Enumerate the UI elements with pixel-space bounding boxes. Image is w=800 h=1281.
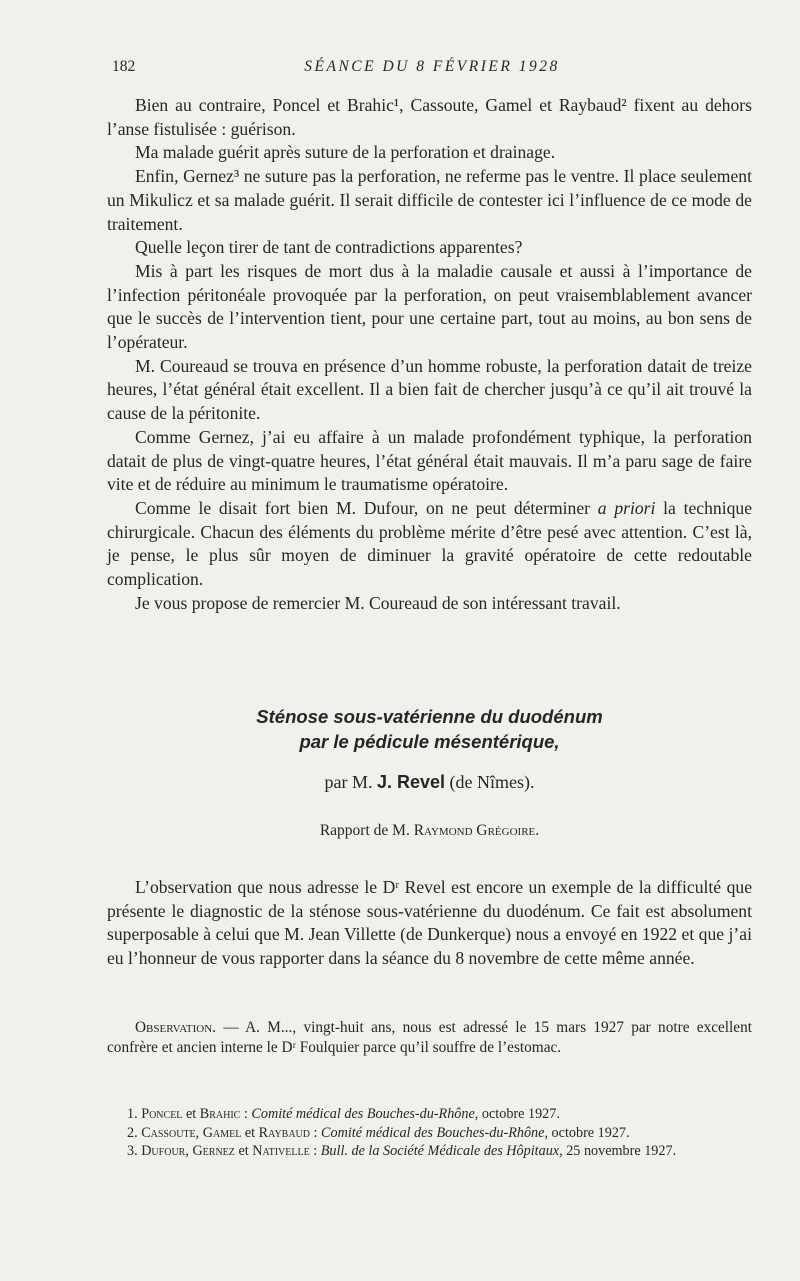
footnote-sep: et	[241, 1124, 259, 1141]
author-place: (de Nîmes).	[445, 772, 535, 792]
byline	[107, 772, 752, 793]
footnote-number: 2.	[127, 1124, 142, 1141]
footnote-sep: :	[310, 1124, 322, 1141]
paragraph-dufour	[107, 497, 752, 592]
footnote-journal: Comité médical des Bouches-du-Rhône	[251, 1106, 475, 1122]
paragraph-question: Quelle leçon tirer de tant de contradictions apparentes?	[135, 237, 523, 258]
footnote-sep: :	[240, 1106, 252, 1122]
page-number: 182	[112, 58, 136, 75]
footnote-author: Brahic	[199, 1106, 241, 1122]
dufour-text-before: Comme le disait fort bien M. Dufour, on ne peut déterminer	[135, 497, 598, 518]
observation-paragraph	[107, 1018, 752, 1059]
reporter-name: Raymond Grégoire.	[413, 822, 540, 839]
footnote-3	[107, 1142, 752, 1161]
section-title-line1: Sténose sous-vatérienne du duodénum	[256, 706, 603, 727]
dufour-text-after: la technique chirurgicale. Chacun des éléments du problème mérite d’être pesé avec attention. C’est là, je pense, le plus sûr moyen de diminuer la gravité opératoire de cette redoutable complication.	[107, 497, 753, 590]
footnote-author: Dufour	[141, 1143, 186, 1160]
paragraph-risques: Mis à part les risques de mort dus à la maladie causale et aussi à l’importance de l’infection péritonéale provoquée par la perforation, on peut vraisemblablement avancer que le succès de l’intervention tient, pour une certaine part, tout au moins, au bon sens de l’opérateur.	[107, 260, 752, 353]
footnote-sep: :	[309, 1143, 321, 1160]
footnote-journal: Bull. de la Société Médicale des Hôpitaux	[320, 1143, 560, 1160]
paragraph-observation-intro: L’observation que nous adresse le Dʳ Revel est encore un exemple de la difficulté que présente le diagnostic de la sténose sous-vatérienne du duodénum. Ce fait est absolument superposable à celui que M. Jean Villette (de Dunkerque) nous a envoyé en 1922 et que j’ai eu l’honneur de vous rapporter dans la séance du 8 novembre de cette même année.	[107, 877, 752, 969]
footnote-number: 3.	[127, 1143, 142, 1160]
dufour-italic: a priori	[597, 497, 656, 518]
footnote-1	[107, 1105, 752, 1124]
byline-par: par M.	[324, 772, 377, 792]
footnote-date: , 25 novembre 1927.	[559, 1143, 677, 1160]
paragraph-gernez: Enfin, Gernez³ ne suture pas la perforation, ne referme pas le ventre. Il place seulement un Mikulicz et sa malade guérit. Il serait difficile de contester ici l’influence de ce mode de traitement.	[107, 166, 752, 234]
paragraph-coureaud: M. Coureaud se trouva en présence d’un homme robuste, la perforation datait de treize heures, l’état général était excellent. Il a bien fait de chercher jusqu’à ce qu’il ait trouvé la cause de la péritonite.	[107, 355, 752, 424]
observation-label: Observation.	[135, 1019, 217, 1036]
report-conclusion-text	[107, 94, 752, 615]
footnote-sep: ,	[185, 1143, 193, 1160]
running-title: SÉANCE DU 8 FÉVRIER 1928	[304, 58, 560, 75]
footnote-date: , octobre 1927.	[544, 1124, 630, 1141]
paragraph-typhique: Comme Gernez, j’ai eu affaire à un malade profondément typhique, la perforation datait de plus de vingt-quatre heures, l’état général était mauvais. Il m’a paru sage de faire vite et de réduire au minimum le traumatisme opératoire.	[107, 426, 752, 495]
paragraph-poncel: Bien au contraire, Poncel et Brahic¹, Cassoute, Gamel et Raybaud² fixent au dehors l’anse fistulisée : guérison.	[107, 95, 752, 139]
observation-text: — A. M..., vingt-huit ans, nous est adressé le 15 mars 1927 par notre excellent confrère et ancien interne le Dʳ Foulquier parce qu’il souffre de l’estomac.	[107, 1019, 752, 1057]
footnote-author: Gamel	[202, 1124, 242, 1141]
paragraph-ma-malade: Ma malade guérit après suture de la perforation et drainage.	[135, 142, 556, 163]
report-prefix: Rapport de M.	[319, 822, 414, 839]
paragraph-remercier: Je vous propose de remercier M. Coureaud de son intéressant travail.	[135, 592, 621, 613]
footnote-author: Raybaud	[258, 1124, 310, 1141]
footnote-author: Poncel	[141, 1106, 183, 1122]
observation-block	[107, 1018, 752, 1059]
footnote-date: , octobre 1927.	[474, 1106, 560, 1122]
intro-text	[107, 876, 752, 971]
author-name: J. Revel	[376, 772, 446, 792]
footnote-sep: ,	[195, 1124, 203, 1141]
footnote-author: Cassoute	[141, 1124, 196, 1141]
report-line	[107, 822, 752, 840]
footnote-journal: Comité médical des Bouches-du-Rhône	[321, 1124, 545, 1141]
footnote-sep: et	[182, 1106, 200, 1122]
section-title-line2: par le pédicule mésentérique,	[299, 731, 560, 752]
footnote-2	[107, 1124, 752, 1143]
footnote-number: 1.	[127, 1106, 142, 1122]
footnote-sep: et	[234, 1143, 253, 1160]
footnote-author: Gernez	[192, 1143, 235, 1160]
running-head	[112, 58, 752, 78]
footnote-author: Nativelle	[252, 1143, 310, 1160]
section-title	[107, 704, 752, 754]
footnotes	[107, 1105, 752, 1161]
